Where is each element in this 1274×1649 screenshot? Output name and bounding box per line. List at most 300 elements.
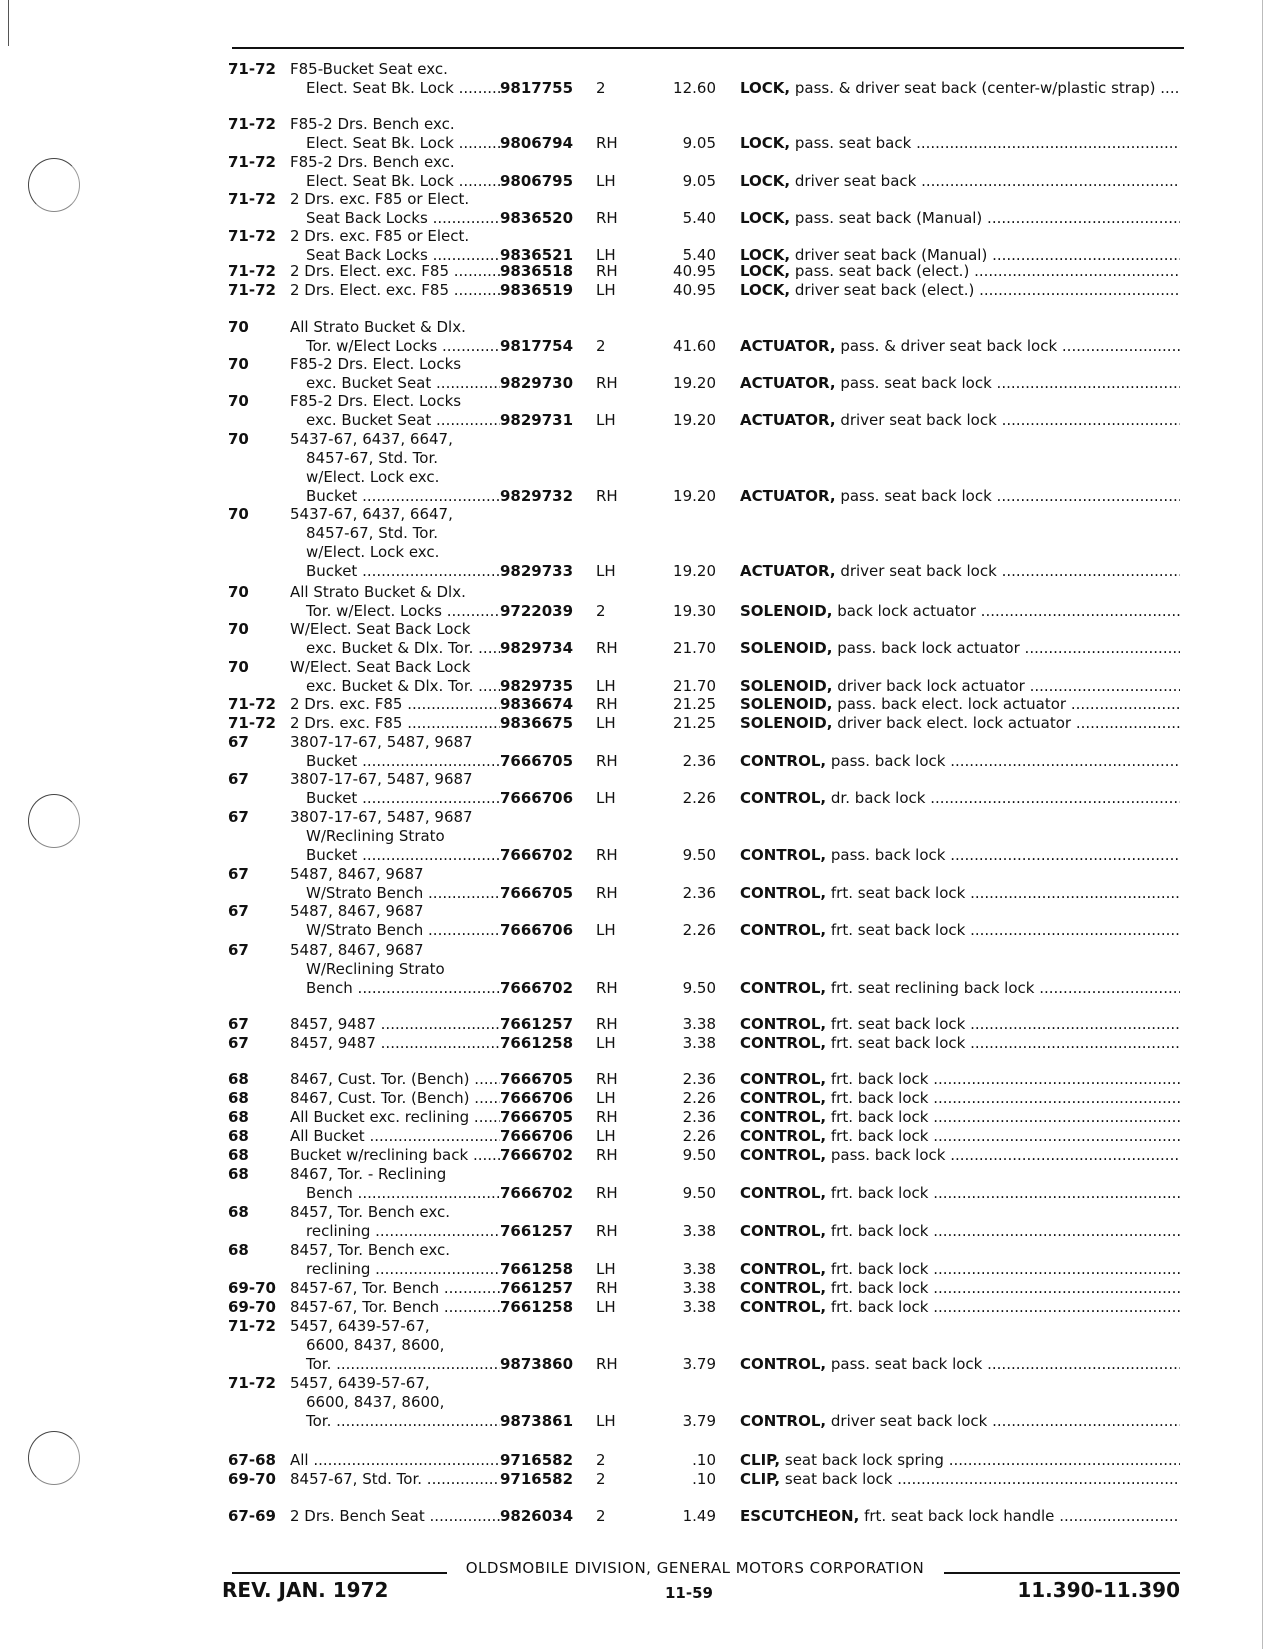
parts-entry bbox=[0, 318, 1274, 356]
application-text bbox=[290, 115, 500, 153]
application-text bbox=[290, 1507, 500, 1526]
part-number: 7661257 bbox=[500, 1015, 574, 1033]
application-text bbox=[290, 1015, 500, 1034]
list-price: 21.70 bbox=[673, 639, 716, 657]
part-number: 7661258 bbox=[500, 1260, 574, 1278]
application-line: 2 Drs. Elect. exc. F85 ..... bbox=[290, 262, 500, 281]
part-description-detail: frt. seat back lock ..... bbox=[831, 1034, 1180, 1052]
parts-entry bbox=[0, 770, 1274, 808]
quantity-or-side: RH bbox=[596, 1108, 618, 1126]
list-price: 3.38 bbox=[682, 1034, 716, 1052]
part-description bbox=[740, 1034, 1180, 1053]
quantity-or-side: LH bbox=[596, 714, 616, 732]
application-line: W/Strato Bench ..... bbox=[290, 921, 500, 940]
model-year: 71-72 bbox=[228, 60, 276, 78]
application-text bbox=[290, 505, 500, 581]
part-description bbox=[740, 602, 1180, 621]
application-line: 8467, Tor. - Reclining bbox=[290, 1165, 447, 1183]
application-line: 2 Drs. exc. F85 or Elect. bbox=[290, 227, 470, 245]
part-description bbox=[740, 921, 1180, 940]
part-number: 7666706 bbox=[500, 789, 574, 807]
application-line: exc. Bucket Seat ..... bbox=[290, 411, 500, 430]
quantity-or-side: RH bbox=[596, 209, 618, 227]
part-name: ACTUATOR, bbox=[740, 337, 836, 355]
application-line: F85-2 Drs. Bench exc. bbox=[290, 115, 455, 133]
application-text bbox=[290, 583, 500, 621]
parts-entry bbox=[0, 695, 1274, 714]
model-year: 70 bbox=[228, 430, 249, 448]
model-year: 70 bbox=[228, 658, 249, 676]
application-line: reclining ..... bbox=[290, 1222, 500, 1241]
application-text bbox=[290, 355, 500, 393]
model-year: 71-72 bbox=[228, 1374, 276, 1392]
parts-entry bbox=[0, 1507, 1274, 1526]
application-line: All Bucket ..... bbox=[290, 1127, 500, 1146]
header-rule bbox=[232, 47, 1184, 49]
application-text bbox=[290, 1070, 500, 1089]
part-number: 9826034 bbox=[500, 1507, 574, 1525]
list-price: 9.05 bbox=[682, 134, 716, 152]
part-number: 7666705 bbox=[500, 884, 574, 902]
model-year: 67 bbox=[228, 1034, 249, 1052]
model-year: 69-70 bbox=[228, 1279, 276, 1297]
list-price: 2.26 bbox=[682, 921, 716, 939]
application-line: w/Elect. Lock exc. bbox=[306, 468, 440, 486]
list-price: 3.38 bbox=[682, 1279, 716, 1297]
quantity-or-side: RH bbox=[596, 1279, 618, 1297]
list-price: 3.38 bbox=[682, 1015, 716, 1033]
part-description-detail: dr. back lock ..... bbox=[831, 789, 1180, 807]
application-line: Seat Back Locks ..... bbox=[290, 209, 500, 228]
parts-entry bbox=[0, 1279, 1274, 1298]
part-description-detail: frt. back lock ..... bbox=[831, 1279, 1180, 1297]
model-year: 68 bbox=[228, 1108, 249, 1126]
application-text bbox=[290, 1108, 500, 1127]
model-year: 67-68 bbox=[228, 1451, 276, 1469]
list-price: 2.26 bbox=[682, 789, 716, 807]
application-text bbox=[290, 1451, 500, 1470]
parts-entry bbox=[0, 1070, 1274, 1089]
part-description-detail: pass. back lock ..... bbox=[831, 752, 1180, 770]
quantity-or-side: LH bbox=[596, 1034, 616, 1052]
footer-section-number: 11.390-11.390 bbox=[1017, 1578, 1180, 1602]
quantity-or-side: RH bbox=[596, 846, 618, 864]
application-line: W/Reclining Strato bbox=[306, 960, 445, 978]
list-price: 40.95 bbox=[673, 262, 716, 280]
list-price: 5.40 bbox=[682, 246, 716, 264]
parts-entry bbox=[0, 153, 1274, 191]
application-line: Bucket ..... bbox=[290, 487, 500, 506]
quantity-or-side: LH bbox=[596, 1089, 616, 1107]
model-year: 71-72 bbox=[228, 695, 276, 713]
part-number: 7661258 bbox=[500, 1034, 574, 1052]
list-price: .10 bbox=[692, 1451, 716, 1469]
part-name: ACTUATOR, bbox=[740, 562, 836, 580]
part-number: 7666705 bbox=[500, 1108, 574, 1126]
footer-rule-right bbox=[944, 1572, 1180, 1574]
part-number: 9806795 bbox=[500, 172, 574, 190]
part-number: 7661257 bbox=[500, 1222, 574, 1240]
application-line: F85-Bucket Seat exc. bbox=[290, 60, 448, 78]
part-description bbox=[740, 281, 1180, 300]
list-price: 3.38 bbox=[682, 1260, 716, 1278]
part-description-detail: pass. seat back (Manual) ..... bbox=[795, 209, 1180, 227]
part-description-detail: driver seat back lock ..... bbox=[840, 562, 1180, 580]
quantity-or-side: LH bbox=[596, 1127, 616, 1145]
model-year: 68 bbox=[228, 1146, 249, 1164]
model-year: 67 bbox=[228, 941, 249, 959]
part-description bbox=[740, 1451, 1180, 1470]
application-text bbox=[290, 1470, 500, 1489]
part-number: 9836518 bbox=[500, 262, 574, 280]
part-number: 7661257 bbox=[500, 1279, 574, 1297]
quantity-or-side: RH bbox=[596, 1355, 618, 1373]
part-description-detail: driver seat back (Manual) ..... bbox=[795, 246, 1180, 264]
application-line: 8457, 9487 ..... bbox=[290, 1015, 500, 1034]
application-line: 3807-17-67, 5487, 9687 bbox=[290, 733, 473, 751]
application-text bbox=[290, 1298, 500, 1317]
parts-entry bbox=[0, 1034, 1274, 1053]
quantity-or-side: LH bbox=[596, 246, 616, 264]
part-description bbox=[740, 172, 1180, 191]
model-year: 68 bbox=[228, 1070, 249, 1088]
application-line: 6600, 8437, 8600, bbox=[306, 1393, 445, 1411]
part-description bbox=[740, 262, 1180, 281]
part-description-detail: back lock actuator ..... bbox=[837, 602, 1180, 620]
part-name: CONTROL, bbox=[740, 1355, 827, 1373]
part-description-detail: driver seat back (elect.) ..... bbox=[795, 281, 1180, 299]
list-price: 2.26 bbox=[682, 1127, 716, 1145]
part-name: CONTROL, bbox=[740, 1034, 827, 1052]
part-number: 9836675 bbox=[500, 714, 574, 732]
application-line: All ..... bbox=[290, 1451, 500, 1470]
application-line: Tor. ..... bbox=[290, 1355, 500, 1374]
list-price: 19.30 bbox=[673, 602, 716, 620]
application-line: 8457-67, Tor. Bench ..... bbox=[290, 1279, 500, 1298]
list-price: 2.36 bbox=[682, 1108, 716, 1126]
application-line: 2 Drs. exc. F85 ..... bbox=[290, 695, 500, 714]
part-description-detail: frt. seat reclining back lock ..... bbox=[831, 979, 1180, 997]
model-year: 70 bbox=[228, 583, 249, 601]
application-line: w/Elect. Lock exc. bbox=[306, 543, 440, 561]
parts-entry bbox=[0, 658, 1274, 696]
part-description bbox=[740, 752, 1180, 771]
part-name: SOLENOID, bbox=[740, 602, 833, 620]
model-year: 67 bbox=[228, 733, 249, 751]
model-year: 67 bbox=[228, 902, 249, 920]
part-description bbox=[740, 134, 1180, 153]
list-price: 2.26 bbox=[682, 1089, 716, 1107]
part-description bbox=[740, 639, 1180, 658]
application-text bbox=[290, 1127, 500, 1146]
part-description-detail: seat back lock spring ..... bbox=[785, 1451, 1180, 1469]
part-number: 7666705 bbox=[500, 1070, 574, 1088]
application-line: All Strato Bucket & Dlx. bbox=[290, 318, 466, 336]
model-year: 69-70 bbox=[228, 1470, 276, 1488]
parts-entry bbox=[0, 1203, 1274, 1241]
list-price: 9.50 bbox=[682, 1146, 716, 1164]
application-line: 5437-67, 6437, 6647, bbox=[290, 430, 453, 448]
application-line: 2 Drs. exc. F85 or Elect. bbox=[290, 190, 470, 208]
model-year: 68 bbox=[228, 1089, 249, 1107]
list-price: .10 bbox=[692, 1470, 716, 1488]
part-name: LOCK, bbox=[740, 246, 791, 264]
parts-entry bbox=[0, 1127, 1274, 1146]
part-description-detail: driver seat back lock ..... bbox=[831, 1412, 1180, 1430]
part-name: CONTROL, bbox=[740, 1070, 827, 1088]
part-name: CONTROL, bbox=[740, 1127, 827, 1145]
quantity-or-side: LH bbox=[596, 1260, 616, 1278]
application-line: Tor. w/Elect. Locks ..... bbox=[290, 602, 500, 621]
part-number: 7661258 bbox=[500, 1298, 574, 1316]
application-text bbox=[290, 733, 500, 771]
model-year: 71-72 bbox=[228, 262, 276, 280]
part-description bbox=[740, 1108, 1180, 1127]
quantity-or-side: LH bbox=[596, 411, 616, 429]
model-year: 68 bbox=[228, 1203, 249, 1221]
part-number: 7666706 bbox=[500, 1127, 574, 1145]
part-description bbox=[740, 1507, 1180, 1526]
application-line: 5457, 6439-57-67, bbox=[290, 1374, 430, 1392]
part-name: CLIP, bbox=[740, 1451, 781, 1469]
list-price: 21.25 bbox=[673, 714, 716, 732]
application-line: W/Strato Bench ..... bbox=[290, 884, 500, 903]
part-name: CONTROL, bbox=[740, 921, 827, 939]
part-number: 9806794 bbox=[500, 134, 574, 152]
part-name: CONTROL, bbox=[740, 752, 827, 770]
quantity-or-side: LH bbox=[596, 1412, 616, 1430]
part-description bbox=[740, 487, 1180, 506]
application-line: Bucket ..... bbox=[290, 752, 500, 771]
part-number: 9829734 bbox=[500, 639, 574, 657]
application-text bbox=[290, 714, 500, 733]
parts-entry bbox=[0, 1317, 1274, 1374]
application-line: Tor. ..... bbox=[290, 1412, 500, 1431]
application-text bbox=[290, 1203, 500, 1241]
part-description-detail: pass. seat back lock ..... bbox=[840, 374, 1180, 392]
parts-entry bbox=[0, 1470, 1274, 1489]
part-description bbox=[740, 714, 1180, 733]
part-number: 9829733 bbox=[500, 562, 574, 580]
application-text bbox=[290, 1165, 500, 1203]
part-name: ACTUATOR, bbox=[740, 487, 836, 505]
application-line: 8457-67, Std. Tor. bbox=[306, 524, 439, 542]
application-line: Bench ..... bbox=[290, 1184, 500, 1203]
part-description bbox=[740, 979, 1180, 998]
part-name: CONTROL, bbox=[740, 1412, 827, 1430]
application-line: 5487, 8467, 9687 bbox=[290, 865, 424, 883]
part-number: 9836520 bbox=[500, 209, 574, 227]
application-text bbox=[290, 1241, 500, 1279]
list-price: 9.05 bbox=[682, 172, 716, 190]
application-line: All Bucket exc. reclining ..... bbox=[290, 1108, 500, 1127]
list-price: 3.79 bbox=[682, 1412, 716, 1430]
part-name: CONTROL, bbox=[740, 1298, 827, 1316]
application-text bbox=[290, 695, 500, 714]
part-description bbox=[740, 1222, 1180, 1241]
quantity-or-side: RH bbox=[596, 695, 618, 713]
footer-rule-left bbox=[232, 1572, 447, 1574]
application-text bbox=[290, 430, 500, 506]
part-description-detail: pass. back lock ..... bbox=[831, 1146, 1180, 1164]
application-text bbox=[290, 190, 500, 228]
model-year: 71-72 bbox=[228, 1317, 276, 1335]
part-description bbox=[740, 1127, 1180, 1146]
part-number: 7666705 bbox=[500, 752, 574, 770]
quantity-or-side: 2 bbox=[596, 602, 606, 620]
part-description-detail: pass. seat back (elect.) ..... bbox=[795, 262, 1180, 280]
part-name: LOCK, bbox=[740, 134, 791, 152]
parts-entry bbox=[0, 865, 1274, 903]
application-text bbox=[290, 1279, 500, 1298]
part-description-detail: frt. back lock ..... bbox=[831, 1184, 1180, 1202]
application-text bbox=[290, 941, 500, 998]
application-line: Bucket ..... bbox=[290, 789, 500, 808]
application-line: exc. Bucket Seat ..... bbox=[290, 374, 500, 393]
quantity-or-side: RH bbox=[596, 487, 618, 505]
part-number: 9836521 bbox=[500, 246, 574, 264]
application-line: 8457-67, Std. Tor. ..... bbox=[290, 1470, 500, 1489]
model-year: 67-69 bbox=[228, 1507, 276, 1525]
part-description bbox=[740, 1184, 1180, 1203]
part-description-detail: pass. seat back lock ..... bbox=[831, 1355, 1180, 1373]
model-year: 71-72 bbox=[228, 115, 276, 133]
application-line: 8457, Tor. Bench exc. bbox=[290, 1241, 450, 1259]
quantity-or-side: LH bbox=[596, 921, 616, 939]
quantity-or-side: 2 bbox=[596, 79, 606, 97]
part-description bbox=[740, 695, 1180, 714]
part-name: CONTROL, bbox=[740, 884, 827, 902]
part-description-detail: driver seat back lock ..... bbox=[840, 411, 1180, 429]
part-name: LOCK, bbox=[740, 209, 791, 227]
part-number: 7666706 bbox=[500, 921, 574, 939]
part-name: CONTROL, bbox=[740, 1184, 827, 1202]
application-line: exc. Bucket & Dlx. Tor. ..... bbox=[290, 677, 500, 696]
model-year: 67 bbox=[228, 1015, 249, 1033]
application-text bbox=[290, 902, 500, 940]
part-description bbox=[740, 1298, 1180, 1317]
list-price: 9.50 bbox=[682, 979, 716, 997]
part-name: ACTUATOR, bbox=[740, 374, 836, 392]
footer-page-number: 11-59 bbox=[665, 1584, 713, 1602]
quantity-or-side: LH bbox=[596, 789, 616, 807]
part-number: 9817754 bbox=[500, 337, 574, 355]
application-line: Bench ..... bbox=[290, 979, 500, 998]
list-price: 2.36 bbox=[682, 884, 716, 902]
model-year: 70 bbox=[228, 355, 249, 373]
part-name: LOCK, bbox=[740, 79, 791, 97]
list-price: 19.20 bbox=[673, 487, 716, 505]
part-number: 9829730 bbox=[500, 374, 574, 392]
quantity-or-side: LH bbox=[596, 677, 616, 695]
part-name: SOLENOID, bbox=[740, 714, 833, 732]
application-line: 3807-17-67, 5487, 9687 bbox=[290, 808, 473, 826]
parts-entry bbox=[0, 583, 1274, 621]
part-description bbox=[740, 677, 1180, 696]
quantity-or-side: LH bbox=[596, 562, 616, 580]
list-price: 1.49 bbox=[682, 1507, 716, 1525]
parts-entry bbox=[0, 1241, 1274, 1279]
list-price: 21.25 bbox=[673, 695, 716, 713]
part-description bbox=[740, 1089, 1180, 1108]
quantity-or-side: RH bbox=[596, 1070, 618, 1088]
model-year: 68 bbox=[228, 1165, 249, 1183]
application-line: F85-2 Drs. Bench exc. bbox=[290, 153, 455, 171]
parts-entry bbox=[0, 1015, 1274, 1034]
part-description bbox=[740, 1015, 1180, 1034]
parts-entry bbox=[0, 392, 1274, 430]
part-description-detail: frt. seat back lock ..... bbox=[831, 884, 1180, 902]
parts-entry bbox=[0, 355, 1274, 393]
part-number: 9722039 bbox=[500, 602, 574, 620]
quantity-or-side: RH bbox=[596, 374, 618, 392]
part-number: 9716582 bbox=[500, 1451, 574, 1469]
part-name: CONTROL, bbox=[740, 1146, 827, 1164]
part-name: CONTROL, bbox=[740, 1015, 827, 1033]
parts-entry bbox=[0, 430, 1274, 506]
part-description-detail: frt. back lock ..... bbox=[831, 1260, 1180, 1278]
list-price: 41.60 bbox=[673, 337, 716, 355]
part-description bbox=[740, 79, 1180, 98]
part-name: SOLENOID, bbox=[740, 677, 833, 695]
part-number: 9817755 bbox=[500, 79, 574, 97]
part-name: CONTROL, bbox=[740, 979, 827, 997]
application-text bbox=[290, 1374, 500, 1431]
part-name: SOLENOID, bbox=[740, 639, 833, 657]
quantity-or-side: 2 bbox=[596, 1470, 606, 1488]
list-price: 3.38 bbox=[682, 1298, 716, 1316]
part-number: 9873860 bbox=[500, 1355, 574, 1373]
part-name: LOCK, bbox=[740, 281, 791, 299]
part-description bbox=[740, 209, 1180, 228]
list-price: 21.70 bbox=[673, 677, 716, 695]
part-number: 9829735 bbox=[500, 677, 574, 695]
model-year: 71-72 bbox=[228, 227, 276, 245]
part-description bbox=[740, 1146, 1180, 1165]
application-line: 6600, 8437, 8600, bbox=[306, 1336, 445, 1354]
part-description-detail: frt. seat back lock ..... bbox=[831, 1015, 1180, 1033]
parts-entry bbox=[0, 1451, 1274, 1470]
part-number: 7666702 bbox=[500, 846, 574, 864]
part-name: LOCK, bbox=[740, 172, 791, 190]
part-description bbox=[740, 411, 1180, 430]
list-price: 5.40 bbox=[682, 209, 716, 227]
list-price: 40.95 bbox=[673, 281, 716, 299]
application-line: 8457-67, Tor. Bench ..... bbox=[290, 1298, 500, 1317]
application-text bbox=[290, 392, 500, 430]
part-name: CONTROL, bbox=[740, 1279, 827, 1297]
application-line: 8457, Tor. Bench exc. bbox=[290, 1203, 450, 1221]
application-line: 2 Drs. Bench Seat ..... bbox=[290, 1507, 500, 1526]
quantity-or-side: RH bbox=[596, 1222, 618, 1240]
quantity-or-side: LH bbox=[596, 1298, 616, 1316]
application-text bbox=[290, 281, 500, 300]
quantity-or-side: LH bbox=[596, 281, 616, 299]
parts-entry bbox=[0, 1165, 1274, 1203]
parts-entry bbox=[0, 1374, 1274, 1431]
part-number: 7666702 bbox=[500, 1184, 574, 1202]
parts-entry bbox=[0, 620, 1274, 658]
parts-entry bbox=[0, 1298, 1274, 1317]
part-number: 9716582 bbox=[500, 1470, 574, 1488]
part-name: CONTROL, bbox=[740, 1089, 827, 1107]
list-price: 2.36 bbox=[682, 752, 716, 770]
part-name: CONTROL, bbox=[740, 1108, 827, 1126]
application-line: 2 Drs. exc. F85 ..... bbox=[290, 714, 500, 733]
part-description bbox=[740, 1412, 1180, 1431]
part-description-detail: frt. seat back lock handle ..... bbox=[864, 1507, 1180, 1525]
quantity-or-side: RH bbox=[596, 884, 618, 902]
